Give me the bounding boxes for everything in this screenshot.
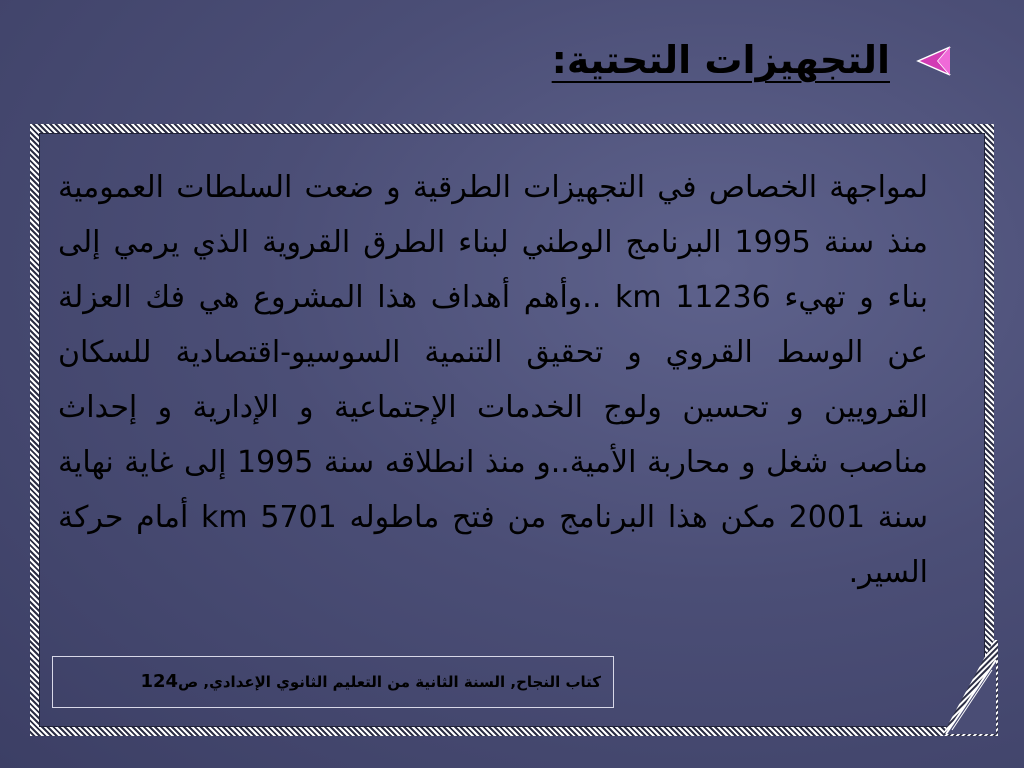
citation-text: كتاب النجاح, السنة الثانية من التعليم الثانوي الإعدادي, ص — [178, 673, 601, 691]
citation-box — [52, 656, 614, 708]
page-curl-icon — [944, 640, 998, 740]
body-paragraph: لمواجهة الخصاص في التجهيزات الطرقية و ضعت السلطات العمومية منذ سنة 1995 البرنامج الوطني لبناء الطرق القروية الذي يرمي إلى بناء و تهيء 11236 km ..وأهم أهداف هذا المشروع هي فك العزلة عن الوسط القروي و تحقيق التنمية السوسيو-اقتصادية للسكان القرويين و تحسين ولوج الخدمات الإجتماعية و الإدارية و إحداث مناصب شغل و محاربة الأمية..و منذ انطلاقه سنة 1995 إلى غاية نهاية سنة 2001 مكن هذا البرنامج من فتح ماطوله 5701 km أمام حركة السير. — [58, 170, 929, 590]
slide-title: التجهيزات التحتية: — [551, 38, 890, 82]
citation-page-number: 124 — [140, 671, 179, 692]
title-row — [552, 38, 954, 84]
arrow-bullet-icon — [914, 41, 954, 81]
